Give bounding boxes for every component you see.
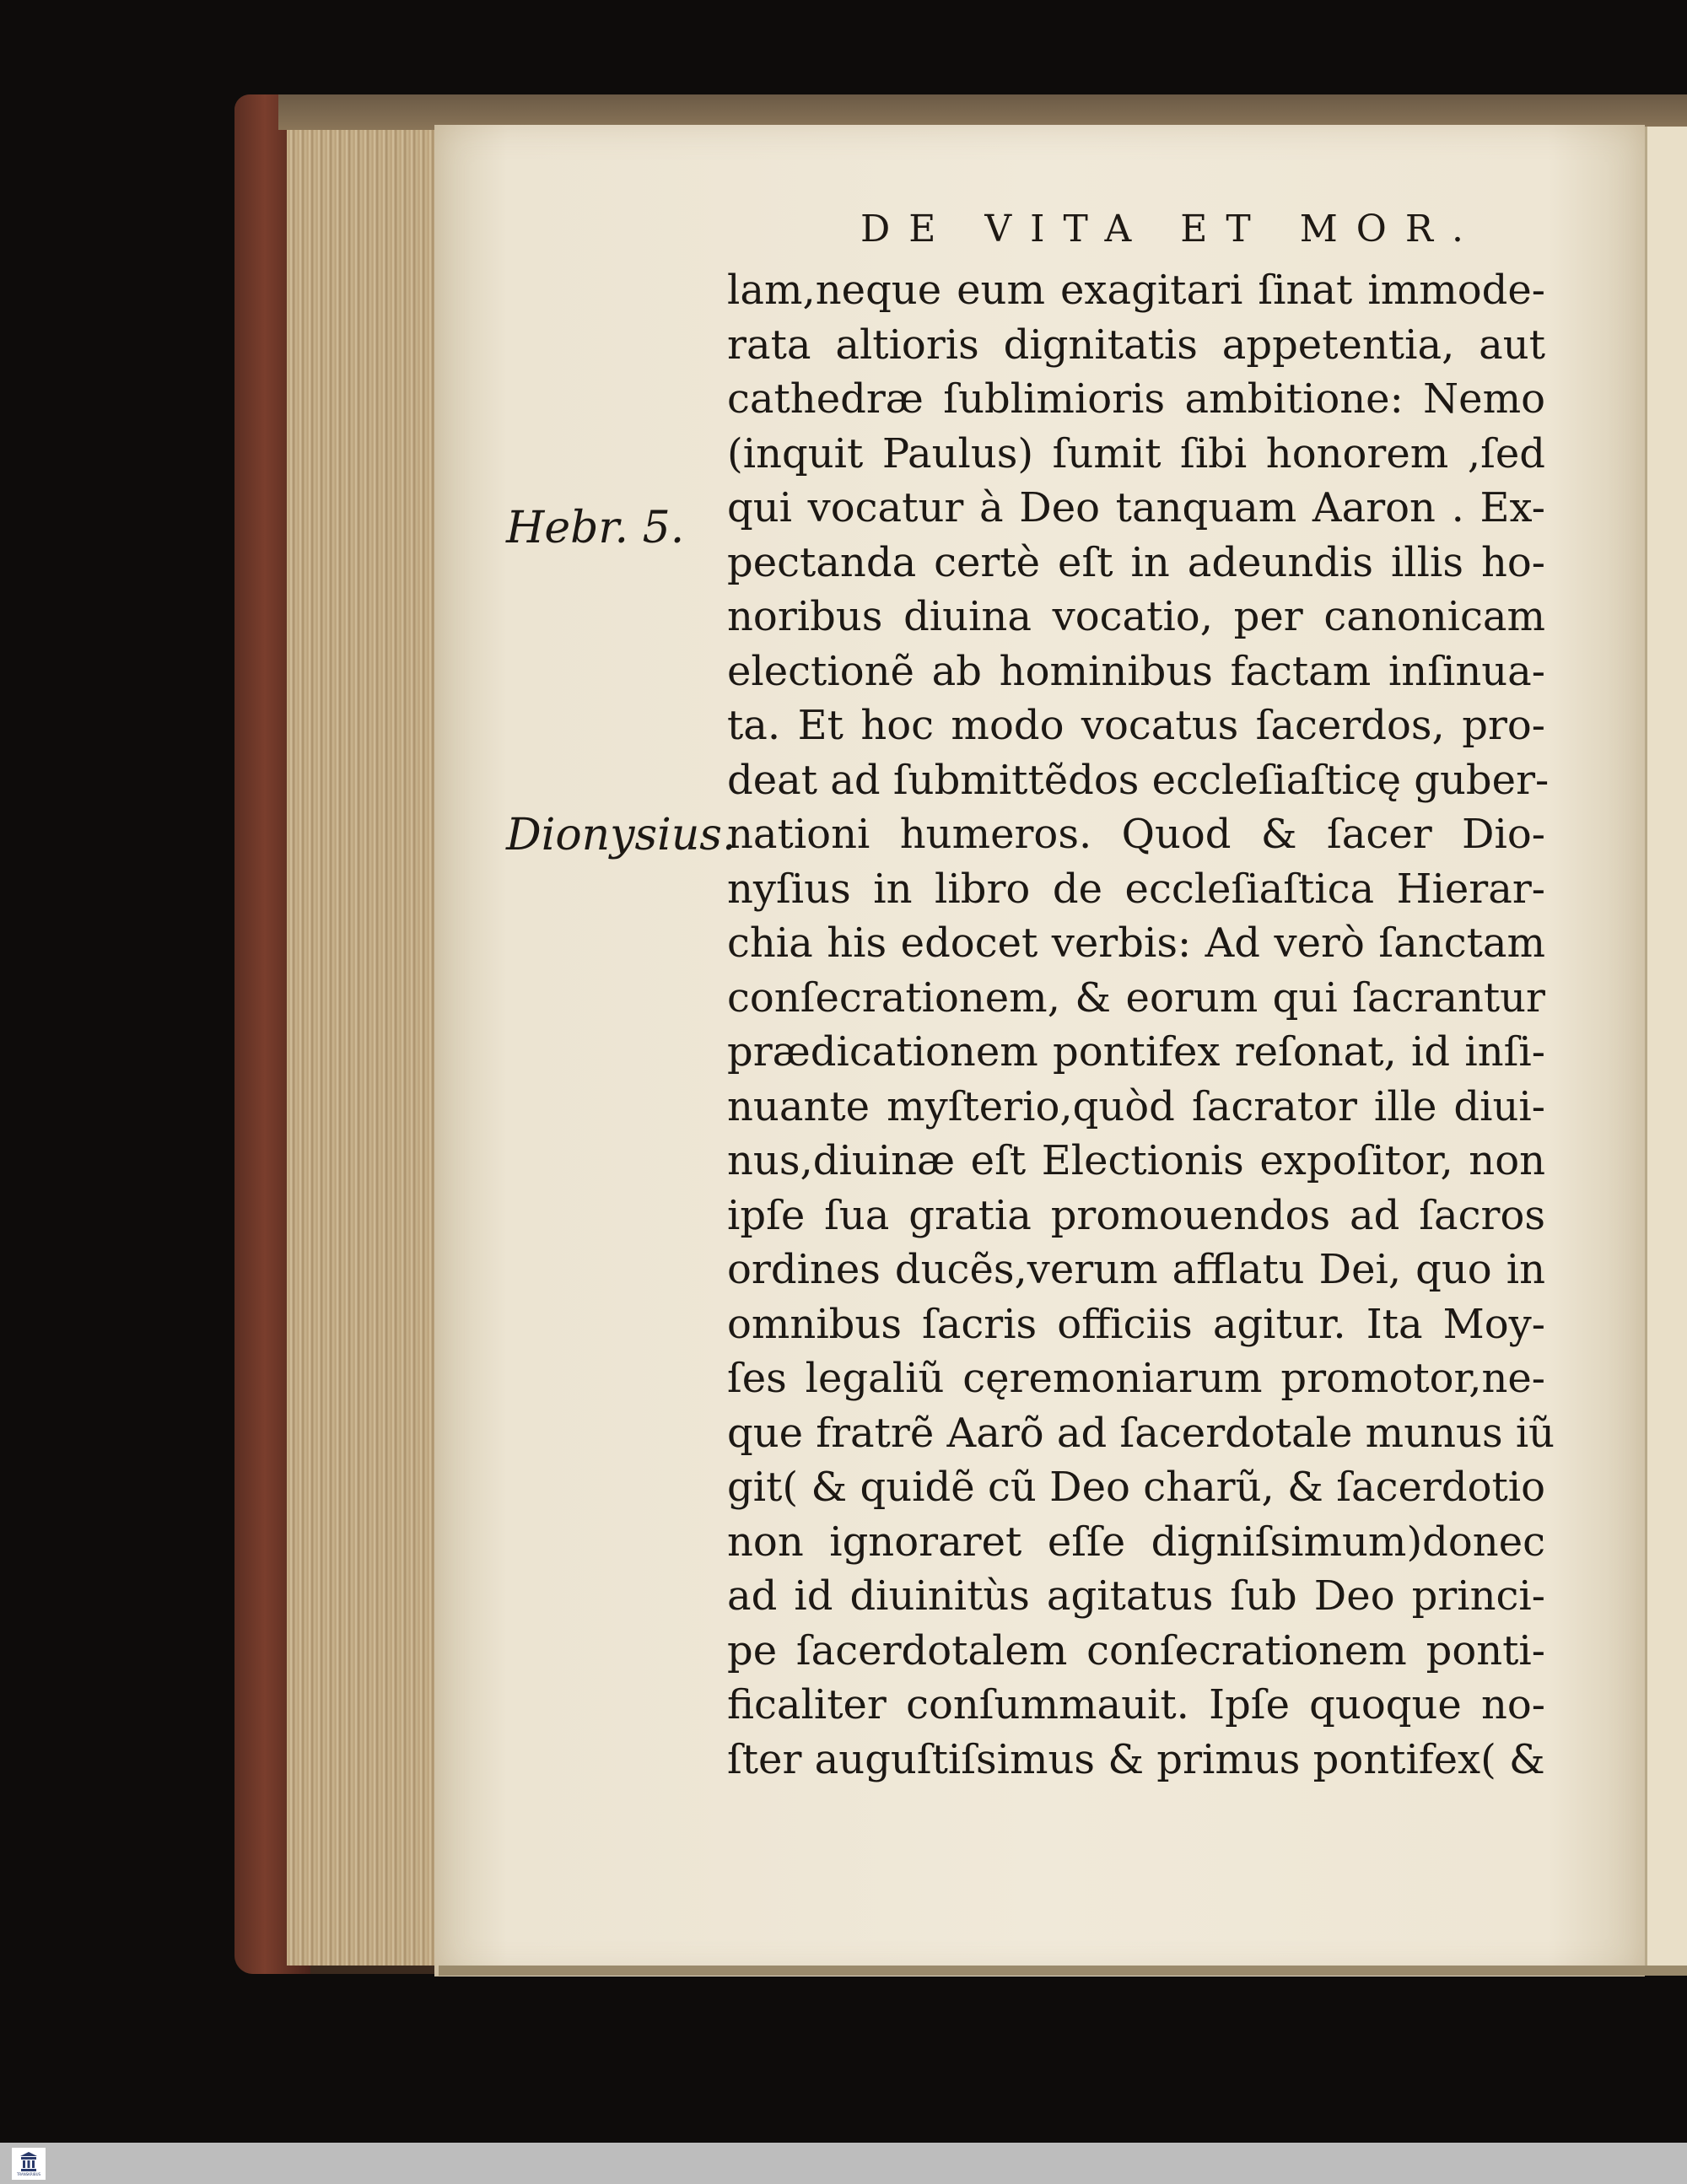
logo-text: TRANSKRIBUS: [16, 2171, 41, 2176]
text-line: nus,diuinæ eſt Electionis expoſitor, non: [727, 1137, 1545, 1184]
text-line: que fratrẽ Aarõ ad ſacerdotale munus iũ: [727, 1409, 1555, 1457]
text-line: rata altioris dignitatis appetentia, aut: [727, 321, 1545, 369]
library-icon: [19, 2152, 38, 2172]
running-head: DE VITA ET MOR.: [860, 208, 1482, 251]
text-line: nyſius in libro de eccleſiaſtica Hierar-: [727, 865, 1545, 913]
page-bottom-edge: [439, 1966, 1687, 1976]
text-line: ſes legaliũ cęremoniarum promotor,ne-: [727, 1355, 1545, 1402]
text-line: deat ad ſubmittẽdos eccleſiaſticę guber-: [727, 756, 1550, 804]
text-line: lam,neque eum exagitari ſinat immode-: [727, 267, 1545, 314]
text-line: ſter auguſtiſsimus & primus pontifex( &: [727, 1735, 1545, 1783]
text-line: prædicationem pontifex reſonat, id inſi-: [727, 1028, 1545, 1076]
marginal-note-hebr: Hebr. 5.: [506, 503, 685, 553]
text-line: conſecrationem, & eorum qui ſacrantur: [727, 973, 1545, 1022]
text-line: ipſe ſua gratia promouendos ad ſacros: [727, 1191, 1545, 1239]
page-text: [727, 263, 1555, 1787]
text-line: git( & quidẽ cũ Deo charũ, & ſacerdotio: [727, 1464, 1545, 1511]
text-line: nuante myſterio,quòd ſacrator ille diui-: [727, 1082, 1545, 1130]
text-line: (inquit Paulus) ſumit ſibi honorem ,ſed: [727, 429, 1545, 477]
text-line: pectanda certè eſt in adeundis illis ho-: [727, 538, 1545, 586]
text-line: cathedræ ſublimioris ambitione: Nemo: [727, 375, 1545, 423]
text-line: ta. Et hoc modo vocatus ſacerdos, pro-: [727, 702, 1545, 749]
text-line: pe ſacerdotalem conſecrationem ponti-: [727, 1626, 1545, 1674]
text-line: nationi humeros. Quod & ſacer Dio-: [727, 811, 1545, 858]
text-line: ordines ducẽs,verum afflatu Dei, quo in: [727, 1246, 1545, 1293]
text-line: chia his edocet verbis: Ad verò ſanctam: [727, 919, 1545, 967]
text-line: electionẽ ab hominibus factam inſinua-: [727, 647, 1545, 695]
text-line: ad id diuinitùs agitatus ſub Deo princi-: [727, 1572, 1545, 1620]
text-line: omnibus ſacris officiis agitur. Ita Moy-: [727, 1300, 1545, 1348]
facing-page-edge: [1645, 127, 1687, 1974]
text-line: ficaliter conſummauit. Ipſe quoque no-: [727, 1681, 1545, 1728]
marginal-note-dionysius: Dionysius.: [506, 810, 736, 860]
text-line: noribus diuina vocatio, per canonicam: [727, 593, 1545, 640]
viewer-footer-bar: [0, 2143, 1687, 2184]
transkribus-logo[interactable]: [12, 2148, 46, 2180]
text-line: qui vocatur à Deo tanquam Aaron . Ex-: [727, 484, 1545, 531]
text-line: non ignoraret eſſe digniſsimum)donec: [727, 1518, 1545, 1566]
page-edges: [287, 110, 455, 1966]
